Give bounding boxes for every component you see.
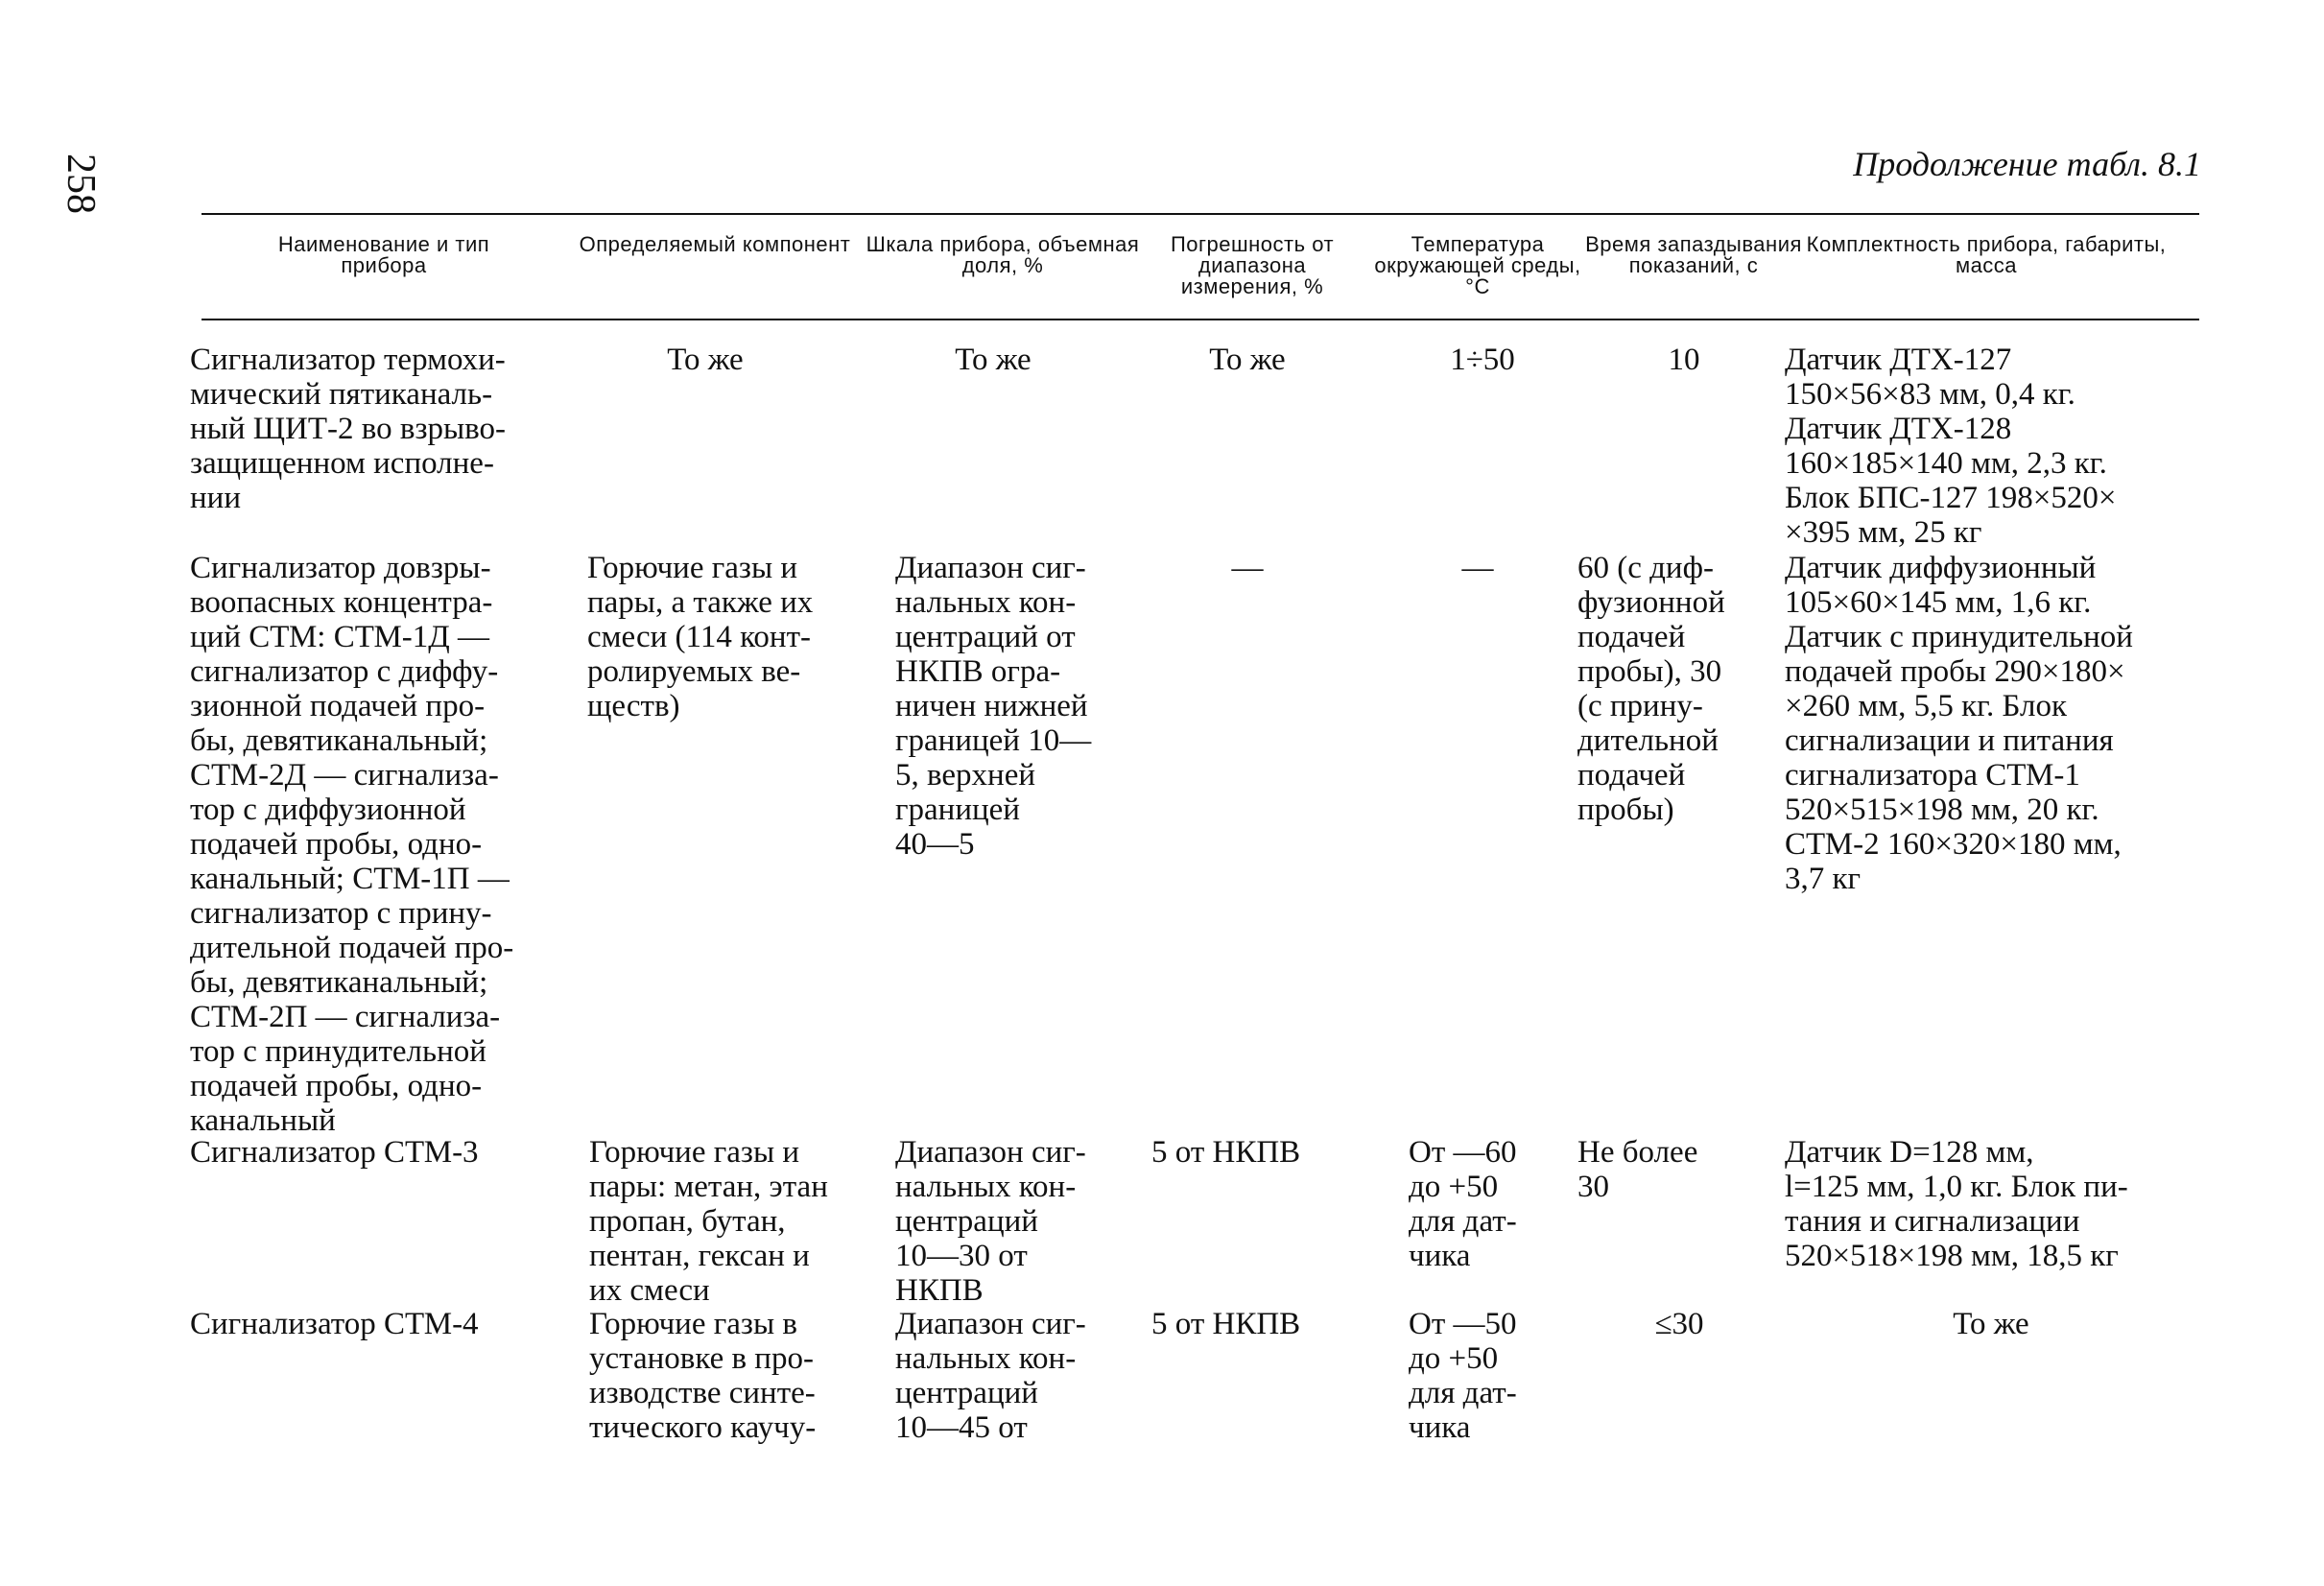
row-1-equipment: Датчик ДТХ-127 150×56×83 мм, 0,4 кг. Датчик ДТХ-128 160×185×140 мм, 2,3 кг. Блок БПС-127 198×520× ×395 мм, 25 кг [1785, 343, 2117, 550]
column-header-error: Погрешность от диапазона измерения, % [1170, 232, 1335, 298]
row-1-temperature: 1÷50 [1450, 343, 1515, 377]
row-4-component: Горючие газы в установке в про- изводстве синте- тического каучу- [589, 1307, 817, 1445]
row-4-name: Сигнализатор СТМ-4 [190, 1307, 479, 1341]
row-3-component: Горючие газы и пары: метан, этан пропан, бутан, пентан, гексан и их смеси [589, 1135, 828, 1308]
row-2-temperature: — [1461, 551, 1494, 585]
row-1-error: То же [1209, 343, 1286, 377]
row-2-component: Горючие газы и пары, а также их смеси (114 конт- ролируемых ве- ществ) [587, 551, 814, 723]
row-2-name: Сигнализатор довзры- воопасных концентра- ций СТМ: СТМ-1Д — сигнализатор с диффу- зионной подачей про- бы, девятиканальный; СТМ-2Д — сигнализа- тор с диффузионной подачей пробы, одно- канальный; СТМ-1П — сигнализатор с прину- дительной подачей про- бы, девятиканальный; СТМ-2П — сигнализа- тор с принудительной подачей пробы, одно- канальный [190, 551, 514, 1138]
column-header-component: Определяемый компонент [579, 232, 851, 256]
row-3-temperature: От —60 до +50 для дат- чика [1409, 1135, 1517, 1273]
row-4-equipment: То же [1953, 1307, 2029, 1341]
row-2-delay: 60 (с диф- фузионной подачей пробы), 30 (с прину- дительной подачей пробы) [1577, 551, 1725, 827]
row-3-scale: Диапазон сиг- нальных кон- центраций 10—30 от НКПВ [895, 1135, 1086, 1308]
row-4-error: 5 от НКПВ [1151, 1307, 1301, 1341]
row-4-delay: ≤30 [1654, 1307, 1704, 1341]
row-1-component: То же [667, 343, 744, 377]
row-4-temperature: От —50 до +50 для дат- чика [1409, 1307, 1517, 1445]
column-header-name: Наименование и тип прибора [277, 232, 490, 277]
column-header-temperature: Температура окружающей среды, °С [1374, 232, 1581, 298]
row-4-scale: Диапазон сиг- нальных кон- центраций 10—45 от [895, 1307, 1086, 1445]
row-2-scale: Диапазон сиг- нальных кон- центраций от НКПВ огра- ничен нижней границей 10— 5, верхней границей 40—5 [895, 551, 1092, 862]
row-3-error: 5 от НКПВ [1151, 1135, 1301, 1170]
row-2-equipment: Датчик диффузионный 105×60×145 мм, 1,6 кг. Датчик с принудительной подачей пробы 290×180× ×260 мм, 5,5 кг. Блок сигнализации и питания сигнализатора СТМ-1 520×515×198 мм, 20 кг. СТМ-2 160×320×180 мм, 3,7 кг [1785, 551, 2133, 896]
column-header-equipment: Комплектность прибора, габариты, масса [1806, 232, 2167, 277]
row-1-name: Сигнализатор термохи- мический пятиканаль- ный ЩИТ-2 во взрыво- защищенном исполне- нии [190, 343, 507, 515]
row-1-delay: 10 [1668, 343, 1700, 377]
page-number: 258 [59, 154, 103, 214]
row-1-scale: То же [955, 343, 1032, 377]
column-header-delay: Время запаздывания показаний, с [1585, 232, 1802, 277]
row-2-error: — [1231, 551, 1264, 585]
row-3-name: Сигнализатор СТМ-3 [190, 1135, 479, 1170]
table-continuation-label: Продолжение табл. 8.1 [1853, 145, 2201, 183]
table-top-rule [202, 213, 2199, 215]
column-header-scale: Шкала прибора, объемная доля, % [866, 232, 1140, 277]
row-3-equipment: Датчик D=128 мм, l=125 мм, 1,0 кг. Блок пи- тания и сигнализации 520×518×198 мм, 18,5 кг [1785, 1135, 2128, 1273]
table-header-rule [202, 319, 2199, 320]
row-3-delay: Не более 30 [1577, 1135, 1698, 1204]
